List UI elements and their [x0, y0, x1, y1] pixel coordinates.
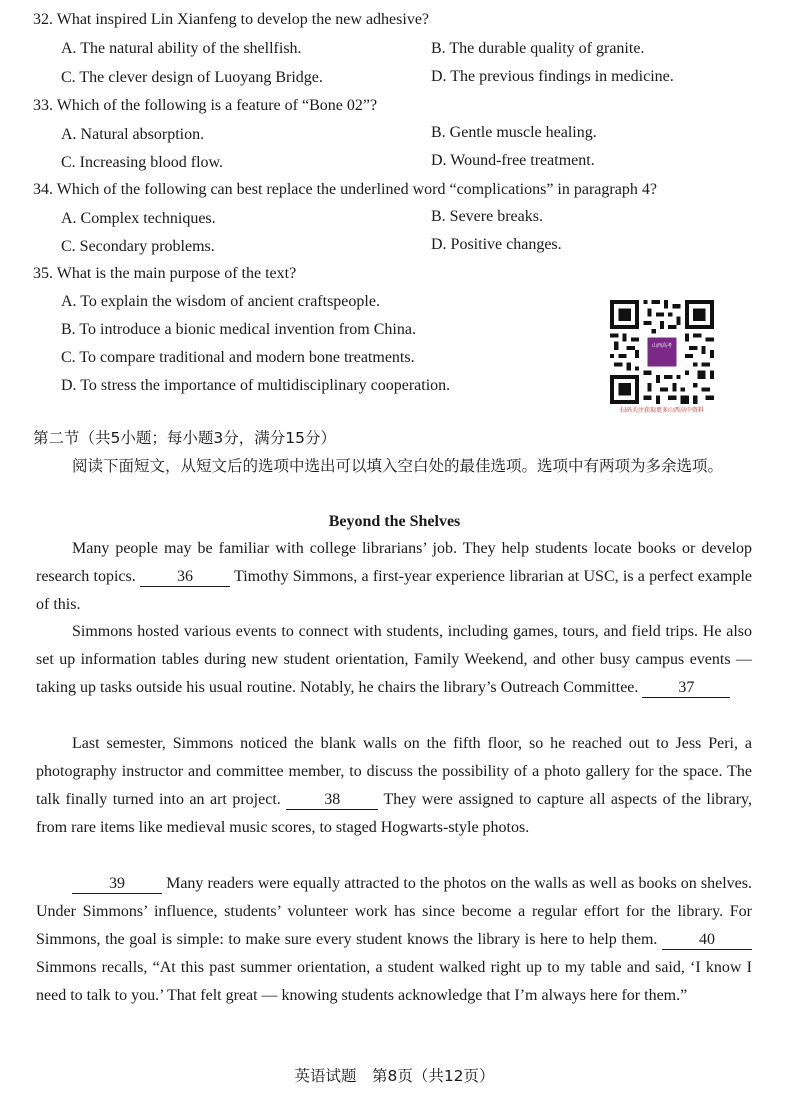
- question-32-option-a: A. The natural ability of the shellfish.: [61, 40, 302, 57]
- question-35-stem: 35. What is the main purpose of the text?: [33, 265, 297, 282]
- qr-caption: 扫码关注获取更多山西高中资料: [619, 407, 704, 414]
- question-34-option-a: A. Complex techniques.: [61, 210, 216, 227]
- question-32-option-b: B. The durable quality of granite.: [431, 40, 645, 57]
- passage-title: Beyond the Shelves: [328, 513, 461, 530]
- paragraph-1-text-before: Many people may be familiar with college librarians’ job. They help students locate books or develop research topics.: [36, 540, 752, 585]
- question-33-option-a: A. Natural absorption.: [61, 126, 205, 143]
- section-instruction: 阅读下面短文，从短文后的选项中选出可以填入空白处的最佳选项。选项中有两项为多余选项。: [72, 457, 724, 475]
- blank-36[interactable]: 36: [140, 568, 230, 587]
- page-footer: 英语试题 第8页（共12页）: [294, 1067, 495, 1085]
- question-33-option-b: B. Gentle muscle healing.: [431, 124, 597, 141]
- question-32-option-d: D. The previous findings in medicine.: [431, 68, 674, 85]
- question-35-option-d: D. To stress the importance of multidisciplinary cooperation.: [61, 377, 451, 394]
- question-35-option-b: B. To introduce a bionic medical invention from China.: [61, 321, 416, 338]
- passage-paragraph-1: [36, 535, 752, 619]
- question-35-option-a: A. To explain the wisdom of ancient craftspeople.: [61, 293, 380, 310]
- paragraph-2-text: Simmons hosted various events to connect with students, including games, tours, and field trips. He also set up information tables during new student orientation, Family Weekend, and other busy campus events — taking up tasks outside his usual routine. Notably, he chairs the library’s Outreach Committee.: [36, 623, 752, 696]
- question-34-stem: 34. Which of the following can best replace the underlined word “complications” in paragraph 4?: [33, 181, 657, 198]
- paragraph-4-text-after: Simmons recalls, “At this past summer orientation, a student walked right up to my table and said, ‘I know I need to talk to you.’ That felt great — knowing students acknowledge that I’m always here for them.”: [36, 959, 752, 1004]
- question-32-option-c: C. The clever design of Luoyang Bridge.: [61, 69, 323, 86]
- blank-37[interactable]: 37: [642, 679, 730, 698]
- paragraph-3-text-after: They were assigned to capture all aspects of the library, from rare items like medieval music scores, to staged Hogwarts-style photos.: [36, 791, 753, 836]
- blank-40[interactable]: 40: [662, 931, 752, 950]
- question-34-option-c: C. Secondary problems.: [61, 238, 215, 255]
- question-33-option-c: C. Increasing blood flow.: [61, 154, 224, 171]
- qr-center-logo: 山西高考: [651, 343, 672, 349]
- question-34-option-d: D. Positive changes.: [431, 236, 562, 253]
- passage-paragraph-4: [36, 870, 752, 1010]
- question-32-stem: 32. What inspired Lin Xianfeng to develop the new adhesive?: [33, 11, 430, 28]
- question-34-option-b: B. Severe breaks.: [431, 208, 543, 225]
- question-35-option-c: C. To compare traditional and modern bone treatments.: [61, 349, 415, 366]
- blank-38[interactable]: 38: [286, 791, 378, 810]
- passage-paragraph-3: [36, 730, 752, 842]
- paragraph-1-text-after: Timothy Simmons, a first-year experience librarian at USC, is a perfect example of this.: [36, 568, 752, 613]
- blank-39[interactable]: 39: [72, 875, 162, 894]
- paragraph-3-text-before: Last semester, Simmons noticed the blank walls on the fifth floor, so he reached out to Jess Peri, a photography instructor and committee member, to discuss the possibility of a photo gallery for the space. The talk finally turned into an art project.: [36, 735, 752, 808]
- passage-paragraph-2: [36, 618, 752, 702]
- section-heading: 第二节（共5小题；每小题3分，满分15分）: [33, 429, 336, 447]
- paragraph-4-text-middle: Many readers were equally attracted to the photos on the walls as well as books on shelves. Under Simmons’ influence, students’ volunteer work has since become a regular effort for the library. For Simmons, the goal is simple: to make sure every student knows the library is here to help them.: [36, 875, 752, 948]
- question-33-stem: 33. Which of the following is a feature of “Bone 02”?: [33, 97, 378, 114]
- qr-code-image: [610, 300, 714, 404]
- question-33-option-d: D. Wound-free treatment.: [431, 152, 595, 169]
